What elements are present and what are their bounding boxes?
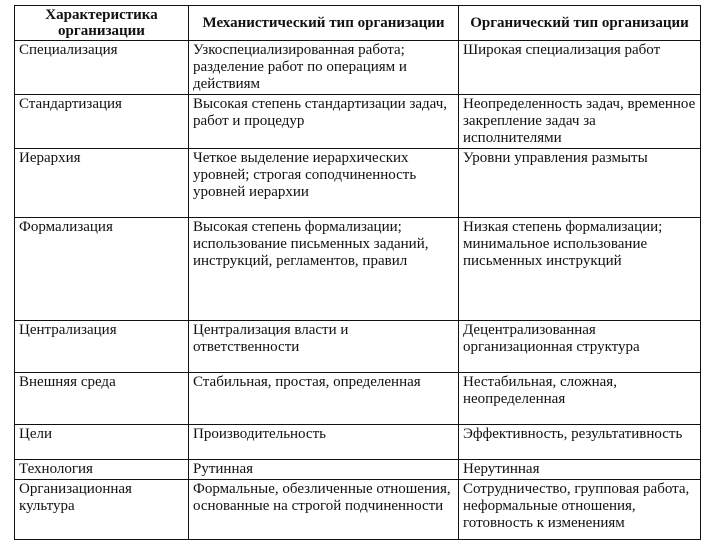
table-row (15, 480, 701, 540)
row-characteristic: Централизация (15, 321, 189, 373)
row-characteristic: Технология (15, 460, 189, 480)
document-page (14, 5, 700, 535)
row-mechanistic: Стабильная, простая, определенная (189, 373, 459, 425)
table-row (15, 373, 701, 425)
row-organic: Нестабильная, сложная, неопределенная (459, 373, 701, 425)
row-mechanistic: Высокая степень стандартизации задач, работ и процедур (189, 95, 459, 149)
row-mechanistic: Узкоспециализированная работа; разделение работ по операциям и действиям (189, 41, 459, 95)
row-characteristic: Стандартизация (15, 95, 189, 149)
row-organic: Сотрудничество, групповая работа, неформальные отношения, готовность к изменениям (459, 480, 701, 540)
header-characteristic: Характеристика организации (15, 6, 189, 41)
row-mechanistic: Рутинная (189, 460, 459, 480)
row-characteristic: Организационная культура (15, 480, 189, 540)
row-mechanistic: Производительность (189, 425, 459, 460)
header-mechanistic: Механистический тип организации (189, 6, 459, 41)
row-characteristic: Специализация (15, 41, 189, 95)
row-organic: Низкая степень формализации; минимальное использование письменных инструкций (459, 218, 701, 321)
row-mechanistic: Высокая степень формализации; использование письменных заданий, инструкций, регламентов, правил (189, 218, 459, 321)
table-row (15, 425, 701, 460)
table-row (15, 149, 701, 218)
row-organic: Децентрализованная организационная структура (459, 321, 701, 373)
row-characteristic: Формализация (15, 218, 189, 321)
row-organic: Широкая специализация работ (459, 41, 701, 95)
row-mechanistic: Четкое выделение иерархических уровней; строгая соподчиненность уровней иерархии (189, 149, 459, 218)
table-row (15, 218, 701, 321)
table-header-row (15, 6, 701, 41)
table-row (15, 95, 701, 149)
table-row (15, 321, 701, 373)
table-row (15, 41, 701, 95)
row-organic: Неопределенность задач, временное закрепление задач за исполнителями (459, 95, 701, 149)
row-organic: Уровни управления размыты (459, 149, 701, 218)
row-organic: Нерутинная (459, 460, 701, 480)
row-mechanistic: Централизация власти и ответственности (189, 321, 459, 373)
row-characteristic: Внешняя среда (15, 373, 189, 425)
row-characteristic: Иерархия (15, 149, 189, 218)
row-characteristic: Цели (15, 425, 189, 460)
table-row (15, 460, 701, 480)
row-organic: Эффективность, результативность (459, 425, 701, 460)
header-organic: Органический тип организации (459, 6, 701, 41)
comparison-table (14, 5, 701, 540)
row-mechanistic: Формальные, обезличенные отношения, основанные на строгой подчиненности (189, 480, 459, 540)
